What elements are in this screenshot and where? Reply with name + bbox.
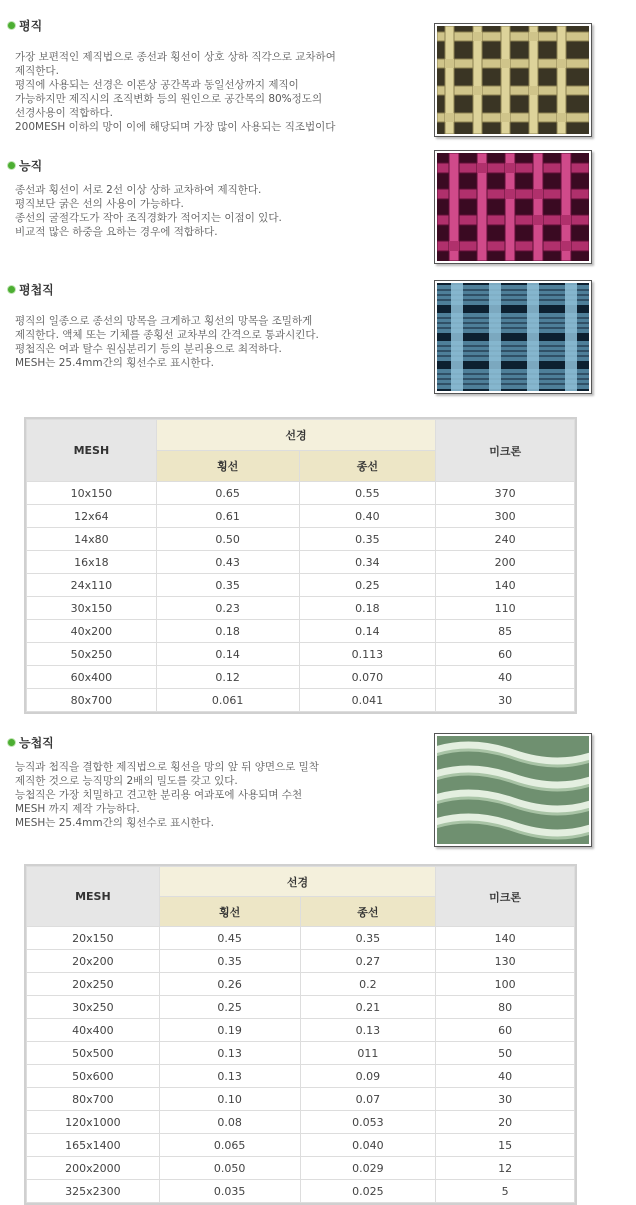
plain-dutch-weave-icon	[437, 283, 589, 391]
cell-mesh: 325x2300	[27, 1180, 160, 1203]
table-row	[27, 1088, 575, 1111]
cell-mesh: 16x18	[27, 551, 157, 574]
cell-micron: 300	[436, 505, 575, 528]
cell-mesh: 80x700	[27, 1088, 160, 1111]
cell-micron: 370	[436, 482, 575, 505]
header-wire-diameter: 선경	[156, 420, 435, 451]
cell-weft: 0.19	[159, 1019, 300, 1042]
cell-weft: 0.65	[156, 482, 299, 505]
cell-warp: 0.40	[299, 505, 436, 528]
cell-micron: 20	[436, 1111, 575, 1134]
cell-micron: 100	[436, 973, 575, 996]
header-weft: 횡선	[159, 897, 300, 927]
cell-warp: 0.21	[300, 996, 436, 1019]
cell-weft: 0.10	[159, 1088, 300, 1111]
table-row	[27, 574, 575, 597]
cell-micron: 200	[436, 551, 575, 574]
cell-mesh: 200x2000	[27, 1157, 160, 1180]
cell-warp: 011	[300, 1042, 436, 1065]
cell-warp: 0.070	[299, 666, 436, 689]
table-row	[27, 643, 575, 666]
header-mesh: MESH	[27, 867, 160, 927]
header-warp: 종선	[300, 897, 436, 927]
header-weft: 횡선	[156, 451, 299, 482]
table-row	[27, 1134, 575, 1157]
cell-mesh: 50x250	[27, 643, 157, 666]
section-desc-twill-weave: 종선과 횡선이 서로 2선 이상 상하 교차하여 제직한다. 평직보단 굵은 선의 사용이 가능하다. 종선의 굴절각도가 작아 조직경화가 적어지는 이점이 있다. 비교적 많은 하중을 요하는 경우에 적합하다.	[15, 184, 282, 238]
bullet-icon	[8, 22, 15, 29]
cell-warp: 0.13	[300, 1019, 436, 1042]
cell-weft: 0.18	[156, 620, 299, 643]
cell-warp: 0.27	[300, 950, 436, 973]
cell-warp: 0.025	[300, 1180, 436, 1203]
cell-warp: 0.041	[299, 689, 436, 712]
cell-micron: 30	[436, 689, 575, 712]
table-row	[27, 597, 575, 620]
table-row	[27, 1065, 575, 1088]
cell-warp: 0.053	[300, 1111, 436, 1134]
header-mesh: MESH	[27, 420, 157, 482]
table-row	[27, 666, 575, 689]
cell-micron: 85	[436, 620, 575, 643]
cell-mesh: 120x1000	[27, 1111, 160, 1134]
header-micron: 미크론	[436, 867, 575, 927]
cell-mesh: 24x110	[27, 574, 157, 597]
table-row	[27, 1042, 575, 1065]
cell-weft: 0.065	[159, 1134, 300, 1157]
section-title-plain-dutch-weave: 평첩직	[8, 281, 54, 298]
section-title-twill-dutch-weave: 능첩직	[8, 734, 54, 751]
cell-weft: 0.25	[159, 996, 300, 1019]
table-row	[27, 996, 575, 1019]
cell-warp: 0.25	[299, 574, 436, 597]
section-desc-plain-weave: 가장 보편적인 제직법으로 종선과 횡선이 상호 상하 직각으로 교차하여 제직한다. 평직에 사용되는 선경은 이론상 공간목과 동일선상까지 제직이 가능하지만 제직시의 조직변화 등의 원인으로 공간목의 80%정도의 선경사용이 적합하다. 200MESH 이하의 망이 이에 해당되며 가장 많이 사용되는 직조법이다	[15, 51, 336, 133]
twill-weave-icon	[437, 153, 589, 261]
table-body	[27, 482, 575, 712]
cell-micron: 80	[436, 996, 575, 1019]
cell-mesh: 80x700	[27, 689, 157, 712]
cell-micron: 12	[436, 1157, 575, 1180]
cell-warp: 0.2	[300, 973, 436, 996]
cell-micron: 40	[436, 666, 575, 689]
cell-warp: 0.35	[300, 927, 436, 950]
twill-dutch-weave-image	[434, 733, 592, 847]
cell-warp: 0.34	[299, 551, 436, 574]
section-title-twill-weave: 능직	[8, 157, 42, 174]
cell-weft: 0.12	[156, 666, 299, 689]
cell-mesh: 40x400	[27, 1019, 160, 1042]
cell-weft: 0.61	[156, 505, 299, 528]
cell-micron: 15	[436, 1134, 575, 1157]
header-warp: 종선	[299, 451, 436, 482]
section-desc-twill-dutch-weave: 능직과 첩직을 결합한 제직법으로 횡선을 망의 앞 뒤 양면으로 밀착 제직한 것으로 능직망의 2배의 밀도를 갖고 있다. 능첩직은 가장 치밀하고 견고한 분리용 여과포에 사용되며 수천 MESH 까지 제작 가능하다. MESH는 25.4mm간의 횡선수로 표시한다.	[15, 761, 319, 829]
plain-dutch-weave-image	[434, 280, 592, 394]
cell-weft: 0.08	[159, 1111, 300, 1134]
twill-dutch-spec-table	[26, 866, 575, 1203]
twill-dutch-weave-icon	[437, 736, 589, 844]
cell-warp: 0.040	[300, 1134, 436, 1157]
table-row	[27, 973, 575, 996]
cell-warp: 0.09	[300, 1065, 436, 1088]
bullet-icon	[8, 162, 15, 169]
header-micron: 미크론	[436, 420, 575, 482]
table-row	[27, 689, 575, 712]
plain-weave-image	[434, 23, 592, 137]
cell-weft: 0.35	[159, 950, 300, 973]
cell-weft: 0.050	[159, 1157, 300, 1180]
cell-mesh: 14x80	[27, 528, 157, 551]
cell-warp: 0.55	[299, 482, 436, 505]
cell-warp: 0.14	[299, 620, 436, 643]
bullet-icon	[8, 739, 15, 746]
table-row	[27, 1157, 575, 1180]
cell-micron: 50	[436, 1042, 575, 1065]
cell-mesh: 30x250	[27, 996, 160, 1019]
cell-mesh: 165x1400	[27, 1134, 160, 1157]
plain-dutch-spec-table	[26, 419, 575, 712]
cell-weft: 0.13	[159, 1065, 300, 1088]
cell-weft: 0.035	[159, 1180, 300, 1203]
twill-weave-image	[434, 150, 592, 264]
table-row	[27, 1019, 575, 1042]
table-row	[27, 482, 575, 505]
table-row	[27, 505, 575, 528]
table-body	[27, 927, 575, 1203]
table-row	[27, 620, 575, 643]
cell-weft: 0.45	[159, 927, 300, 950]
cell-micron: 240	[436, 528, 575, 551]
cell-warp: 0.029	[300, 1157, 436, 1180]
cell-mesh: 40x200	[27, 620, 157, 643]
cell-mesh: 50x500	[27, 1042, 160, 1065]
cell-mesh: 60x400	[27, 666, 157, 689]
cell-weft: 0.061	[156, 689, 299, 712]
cell-mesh: 30x150	[27, 597, 157, 620]
header-wire-diameter: 선경	[159, 867, 435, 897]
section-desc-plain-dutch-weave: 평직의 일종으로 종선의 망목을 크게하고 횡선의 망목을 조밀하게 제직한다. 액체 또는 기체를 종횡선 교차부의 간격으로 통과시킨다. 평첩직은 여과 탈수 원심분리기 등의 분리용으로 최적하다. MESH는 25.4mm간의 횡선수로 표시한다.	[15, 315, 319, 369]
cell-weft: 0.13	[159, 1042, 300, 1065]
cell-warp: 0.35	[299, 528, 436, 551]
table-row	[27, 551, 575, 574]
cell-warp: 0.113	[299, 643, 436, 666]
table-row	[27, 1180, 575, 1203]
table-row	[27, 927, 575, 950]
cell-micron: 140	[436, 927, 575, 950]
cell-weft: 0.50	[156, 528, 299, 551]
cell-mesh: 10x150	[27, 482, 157, 505]
cell-mesh: 20x250	[27, 973, 160, 996]
table-row	[27, 950, 575, 973]
cell-micron: 130	[436, 950, 575, 973]
cell-mesh: 50x600	[27, 1065, 160, 1088]
section-title-plain-weave: 평직	[8, 17, 42, 34]
cell-weft: 0.43	[156, 551, 299, 574]
table-row	[27, 528, 575, 551]
bullet-icon	[8, 286, 15, 293]
cell-warp: 0.07	[300, 1088, 436, 1111]
cell-micron: 30	[436, 1088, 575, 1111]
plain-weave-icon	[437, 26, 589, 134]
cell-micron: 140	[436, 574, 575, 597]
cell-mesh: 12x64	[27, 505, 157, 528]
cell-micron: 110	[436, 597, 575, 620]
cell-weft: 0.23	[156, 597, 299, 620]
cell-warp: 0.18	[299, 597, 436, 620]
cell-weft: 0.14	[156, 643, 299, 666]
cell-micron: 60	[436, 1019, 575, 1042]
cell-micron: 5	[436, 1180, 575, 1203]
cell-micron: 40	[436, 1065, 575, 1088]
cell-mesh: 20x200	[27, 950, 160, 973]
cell-mesh: 20x150	[27, 927, 160, 950]
cell-weft: 0.26	[159, 973, 300, 996]
cell-micron: 60	[436, 643, 575, 666]
cell-weft: 0.35	[156, 574, 299, 597]
table-row	[27, 1111, 575, 1134]
